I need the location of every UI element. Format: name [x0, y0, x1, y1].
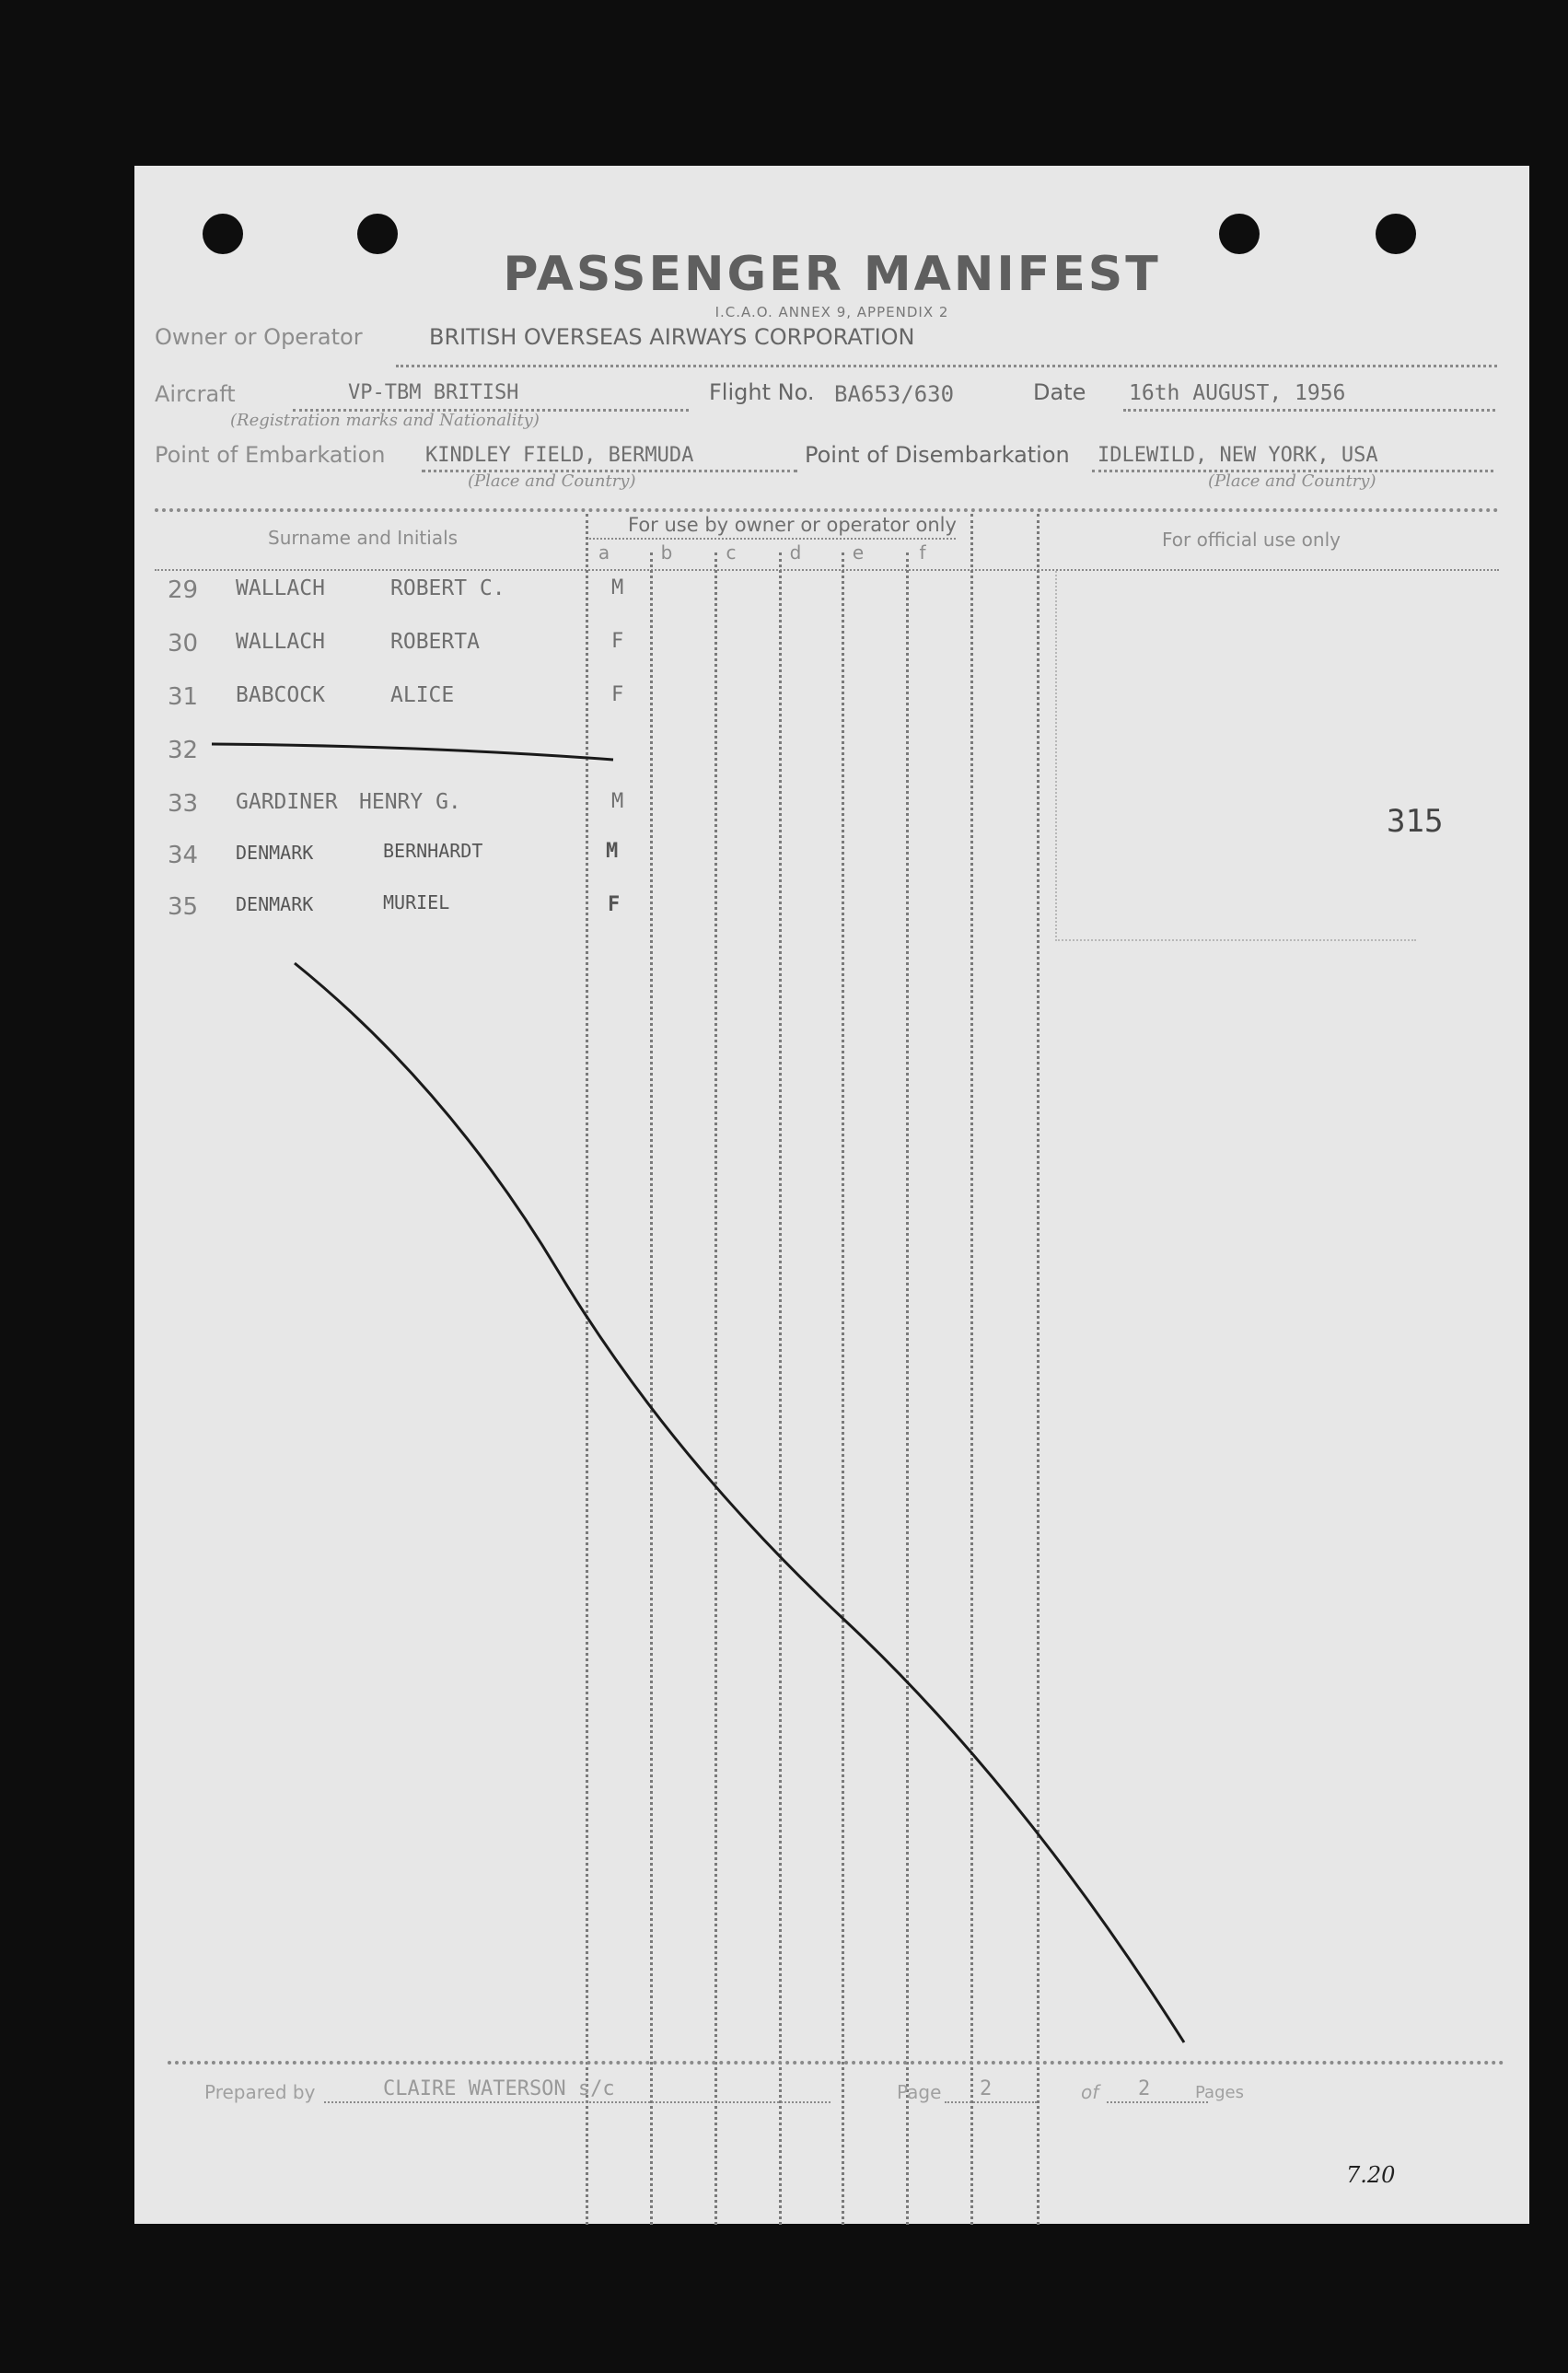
aircraft-value: VP-TBM BRITISH	[348, 381, 519, 404]
passenger-given-name: ALICE	[390, 683, 455, 707]
of-label: of	[1081, 2081, 1099, 2103]
row-number: 34	[168, 842, 199, 869]
embark-value: KINDLEY FIELD, BERMUDA	[425, 444, 694, 467]
passenger-surname: WALLACH	[236, 630, 325, 654]
passenger-surname: DENMARK	[236, 893, 314, 915]
page-label: Page	[897, 2081, 942, 2103]
passenger-sex: M	[611, 576, 624, 599]
row-number: 31	[168, 683, 199, 711]
passenger-sex: F	[611, 630, 624, 653]
owner-value: BRITISH OVERSEAS AIRWAYS CORPORATION	[429, 324, 915, 350]
passenger-sex: F	[608, 893, 621, 916]
disembark-value: IDLEWILD, NEW YORK, USA	[1098, 444, 1378, 467]
column-c-header: c	[726, 541, 737, 564]
column-d-header: d	[789, 541, 802, 564]
row-number: 29	[168, 576, 199, 604]
passenger-given-name: BERNHARDT	[383, 840, 483, 862]
passenger-surname: BABCOCK	[236, 683, 325, 707]
flight-value: BA653/630	[834, 381, 955, 407]
document-subtitle: I.C.A.O. ANNEX 9, APPENDIX 2	[714, 304, 949, 320]
column-f-header: f	[919, 541, 926, 564]
aircraft-note: (Registration marks and Nationality)	[230, 411, 540, 430]
corner-handwritten-mark: 7.20	[1346, 2162, 1396, 2188]
passenger-given-name: MURIEL	[383, 891, 450, 913]
diagonal-void-line	[295, 963, 1184, 2042]
page-value: 2	[980, 2077, 993, 2100]
disembark-note: (Place and Country)	[1208, 471, 1376, 491]
passenger-surname: DENMARK	[236, 842, 314, 864]
row-number: 33	[168, 790, 199, 818]
passenger-sex: F	[611, 683, 624, 706]
row-32-strike-line	[212, 744, 613, 760]
prepared-value: CLAIRE WATERSON s/c	[383, 2077, 615, 2100]
passenger-given-name: ROBERT C.	[390, 576, 505, 600]
passenger-sex: M	[606, 840, 619, 863]
aircraft-label: Aircraft	[155, 381, 236, 407]
column-e-header: e	[852, 541, 865, 564]
pages-label: Pages	[1195, 2083, 1244, 2102]
prepared-label: Prepared by	[204, 2081, 316, 2103]
passenger-given-name: HENRY G.	[359, 790, 461, 814]
column-b-header: b	[660, 541, 673, 564]
passenger-surname: GARDINER	[236, 790, 338, 814]
date-label: Date	[1033, 379, 1086, 405]
row-number: 30	[168, 630, 199, 657]
owner-use-header: For use by owner or operator only	[628, 514, 957, 536]
owner-label: Owner or Operator	[155, 324, 363, 350]
of-value: 2	[1138, 2077, 1151, 2100]
surname-header: Surname and Initials	[268, 527, 459, 549]
row-number: 32	[168, 737, 199, 764]
passenger-surname: WALLACH	[236, 576, 325, 600]
embark-label: Point of Embarkation	[155, 442, 386, 468]
passenger-sex: M	[611, 790, 624, 813]
official-number: 315	[1387, 803, 1444, 840]
column-a-header: a	[598, 541, 610, 564]
flight-label: Flight No.	[709, 379, 815, 405]
manifest-sheet	[134, 166, 1529, 2224]
document-title: PASSENGER MANIFEST	[503, 247, 1161, 302]
official-use-header: For official use only	[1162, 529, 1341, 551]
disembark-label: Point of Disembarkation	[805, 442, 1070, 468]
handwritten-strikes	[134, 166, 1529, 2224]
passenger-given-name: ROBERTA	[390, 630, 480, 654]
embark-note: (Place and Country)	[468, 471, 636, 491]
row-number: 35	[168, 893, 199, 921]
date-value: 16th AUGUST, 1956	[1129, 381, 1346, 405]
